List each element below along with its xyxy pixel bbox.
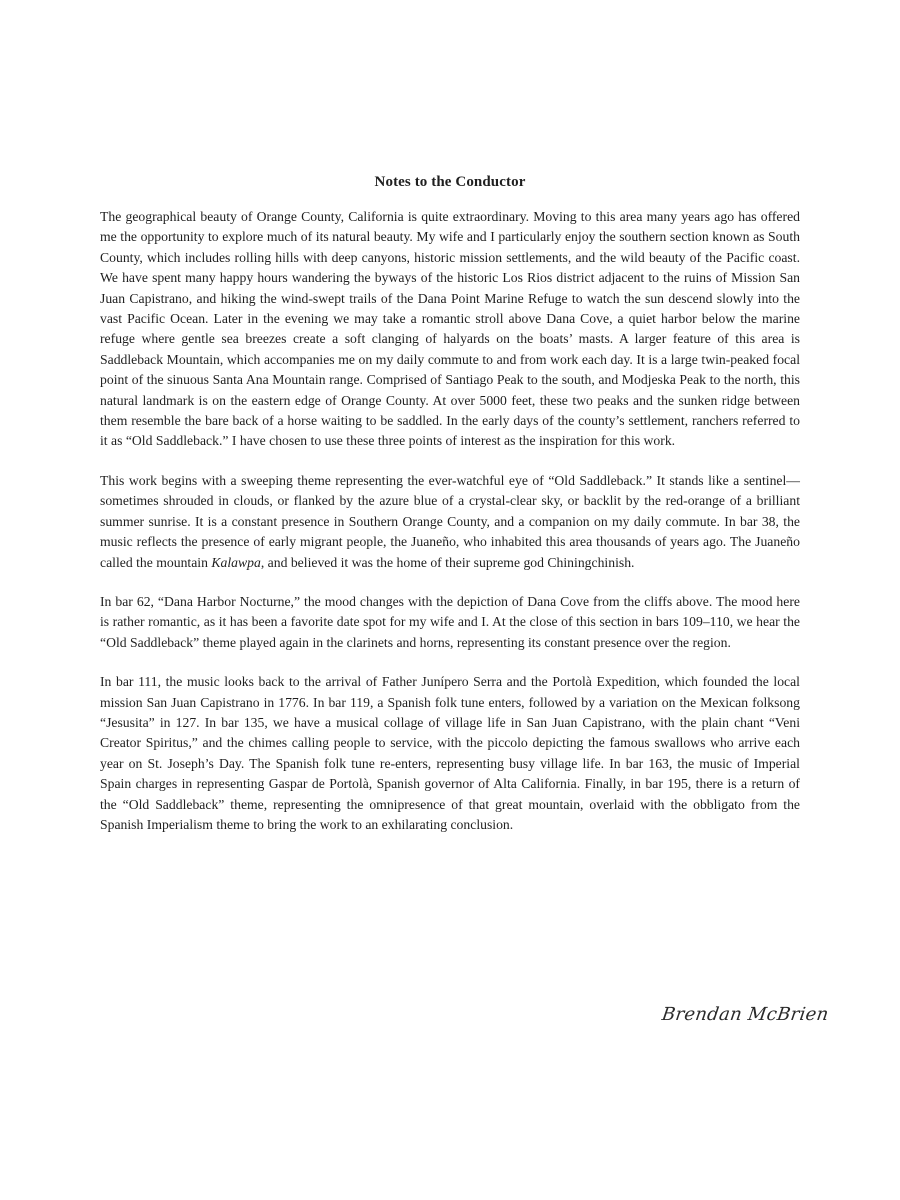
paragraph-4 (100, 672, 800, 835)
notes-body (100, 207, 800, 854)
paragraph-1-text: The geographical beauty of Orange County, California is quite extraordinary. Moving to this area many years ago has offered me the opportunity to explore much of its natural beauty. My wife and I particularly enjoy the southern section known as South County, which includes rolling hills with deep canyons, historic mission settlements, and the wild beauty of the Pacific coast. We have spent many happy hours wandering the byways of the historic Los Rios district adjacent to the ruins of Mission San Juan Capistrano, and hiking the wind-swept trails of the Dana Point Marine Refuge to watch the sun descend slowly into the vast Pacific Ocean. Later in the evening we may take a romantic stroll above Dana Cove, a quiet harbor below the marine refuge where gentle sea breezes create a soft clanging of halyards on the boats’ masts. A larger feature of this area is Saddleback Mountain, which accompanies me on my daily commute to and from work each day. It is a large twin-peaked focal point of the sinuous Santa Ana Mountain range. Comprised of Santiago Peak to the south, and Modjeska Peak to the north, this natural landmark is on the eastern edge of Orange County. At over 5000 feet, these two peaks and the sunken ridge between them resemble the bare back of a horse waiting to be saddled. In the early days of the county’s settlement, ranchers referred to it as “Old Saddleback.” I have chosen to use these three points of interest as the inspiration for this work. (100, 209, 800, 449)
author-signature: Brendan McBrien (660, 1004, 830, 1025)
paragraph-2-text-start: This work begins with a sweeping theme representing the ever-watchful eye of “Old Saddleback.” It stands like a sentinel—sometimes shrouded in clouds, or flanked by the azure blue of a crystal-clear sky, or backlit by the red-orange of a brilliant summer sunrise. It is a constant presence in Southern Orange County, and a companion on my daily commute. In bar 38, the music reflects the presence of early migrant people, the Juaneño, who inhabited this area thousands of years ago. The Juaneño called the mountain (100, 472, 800, 570)
paragraph-4-text: In bar 111, the music looks back to the arrival of Father Junípero Serra and the Portolà Expedition, which founded the local mission San Juan Capistrano in 1776. In bar 119, a Spanish folk tune enters, followed by a variation on the Mexican folksong “Jesusita” in 127. In bar 135, we have a musical collage of village life in San Juan Capistrano, with the plain chant “Veni Creator Spiritus,” and the chimes calling people to service, with the piccolo depicting the famous swallows who arrive each year on St. Joseph’s Day. The Spanish folk tune re-enters, representing busy village life. In bar 163, the music of Imperial Spain charges in representing Gaspar de Portolà, Spanish governor of Alta California. Finally, in bar 195, there is a return of the “Old Saddleback” theme, representing the omnipresence of that great mountain, overlaid with the obbligato from the Spanish Imperialism theme to bring the work to an exhilarating conclusion. (100, 674, 800, 832)
paragraph-1 (100, 207, 800, 452)
paragraph-2-text-end: , and believed it was the home of their supreme god Chiningchinish. (260, 554, 635, 570)
paragraph-2 (100, 471, 800, 573)
paragraph-2-italic-word: Kalawpa (211, 554, 261, 570)
paragraph-3-text: In bar 62, “Dana Harbor Nocturne,” the mood changes with the depiction of Dana Cove from the cliffs above. The mood here is rather romantic, as it has been a favorite date spot for my wife and I. At the close of this section in bars 109–110, we hear the “Old Saddleback” theme played again in the clarinets and horns, representing its constant presence over the region. (100, 593, 800, 650)
page-title: Notes to the Conductor (374, 174, 526, 190)
paragraph-3 (100, 592, 800, 653)
